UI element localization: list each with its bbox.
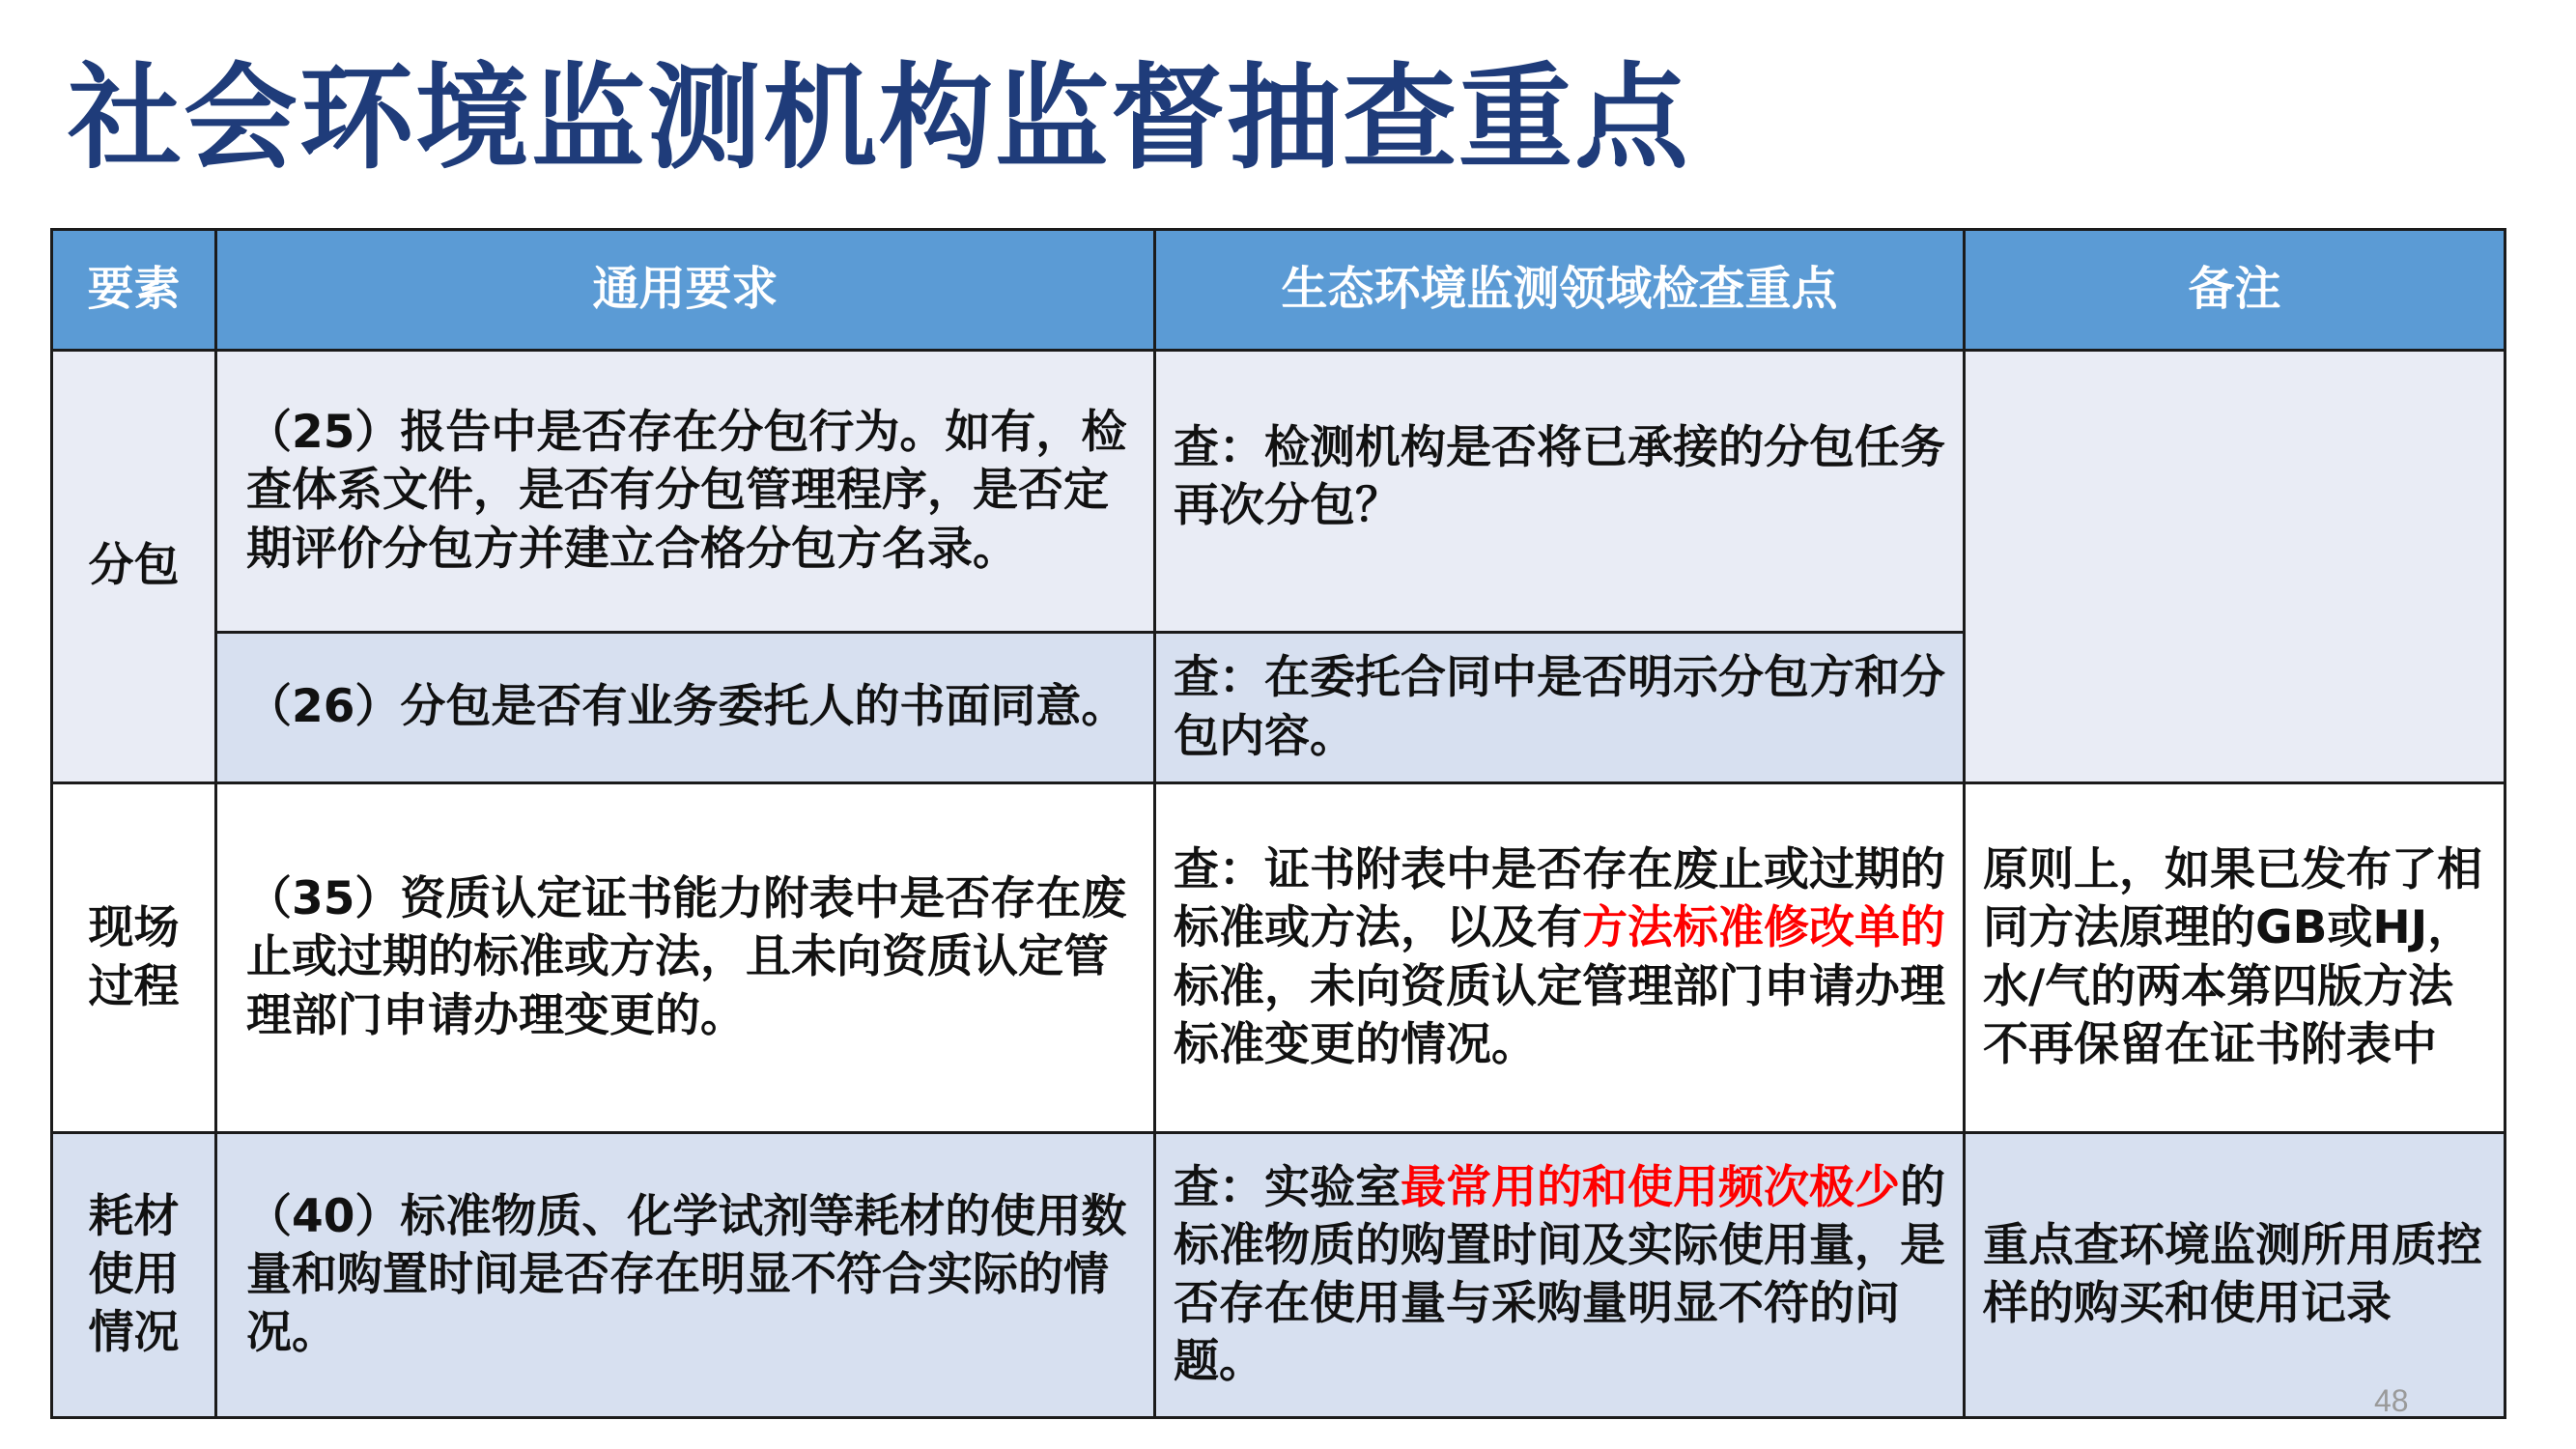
focus-cell: 查：在委托合同中是否明示分包方和分包内容。	[1155, 633, 1965, 783]
page-title: 社会环境监测机构监督抽查重点	[68, 51, 1691, 185]
table-row	[52, 783, 2505, 1133]
element-cell	[52, 783, 216, 1133]
focus-cell	[1155, 1133, 1965, 1418]
table-row	[52, 1133, 2505, 1418]
focus-text: 查：证书附表中是否存在废止或过期的标准或方法，以及有	[1174, 843, 1945, 955]
element-line: 使用	[88, 1247, 180, 1301]
focus-text: 查：实验室	[1174, 1160, 1401, 1214]
requirement-cell: （40）标准物质、化学试剂等耗材的使用数量和购置时间是否存在明显不符合实际的情况。	[216, 1133, 1155, 1418]
element-cell	[52, 1133, 216, 1418]
requirement-cell: （25）报告中是否存在分包行为。如有，检查体系文件，是否有分包管理程序，是否定期评价分包方并建立合格分包方名录。	[216, 351, 1155, 633]
focus-text: 的标准物质的购置时间及实际使用量，是否存在使用量与采购量明显不符的问题。	[1174, 1160, 1945, 1389]
note-cell: 重点查环境监测所用质控样的购买和使用记录	[1965, 1133, 2505, 1418]
header-element: 要素	[52, 230, 216, 351]
focus-highlight: 方法标准修改单的	[1582, 901, 1945, 955]
element-line: 过程	[88, 959, 180, 1013]
focus-cell: 查：检测机构是否将已承接的分包任务再次分包？	[1155, 351, 1965, 633]
header-general-requirement: 通用要求	[216, 230, 1155, 351]
header-inspection-focus: 生态环境监测领域检查重点	[1155, 230, 1965, 351]
page-number: 48	[2374, 1383, 2409, 1418]
requirement-cell: （35）资质认定证书能力附表中是否存在废止或过期的标准或方法，且未向资质认定管理部门申请办理变更的。	[216, 783, 1155, 1133]
table-row	[52, 351, 2505, 633]
inspection-table	[50, 228, 2506, 1419]
element-line: 情况	[88, 1306, 180, 1360]
element-line: 现场	[88, 901, 180, 955]
requirement-cell: （26）分包是否有业务委托人的书面同意。	[216, 633, 1155, 783]
element-line: 耗材	[88, 1189, 180, 1243]
note-cell	[1965, 351, 2505, 783]
note-cell: 原则上，如果已发布了相同方法原理的GB或HJ，水/气的两本第四版方法不再保留在证书附表中	[1965, 783, 2505, 1133]
focus-cell	[1155, 783, 1965, 1133]
table-header-row	[52, 230, 2505, 351]
element-cell: 分包	[52, 351, 216, 783]
header-remarks: 备注	[1965, 230, 2505, 351]
focus-highlight: 最常用的和使用频次极少	[1401, 1160, 1900, 1214]
focus-text: 标准，未向资质认定管理部门申请办理标准变更的情况。	[1174, 959, 1945, 1071]
